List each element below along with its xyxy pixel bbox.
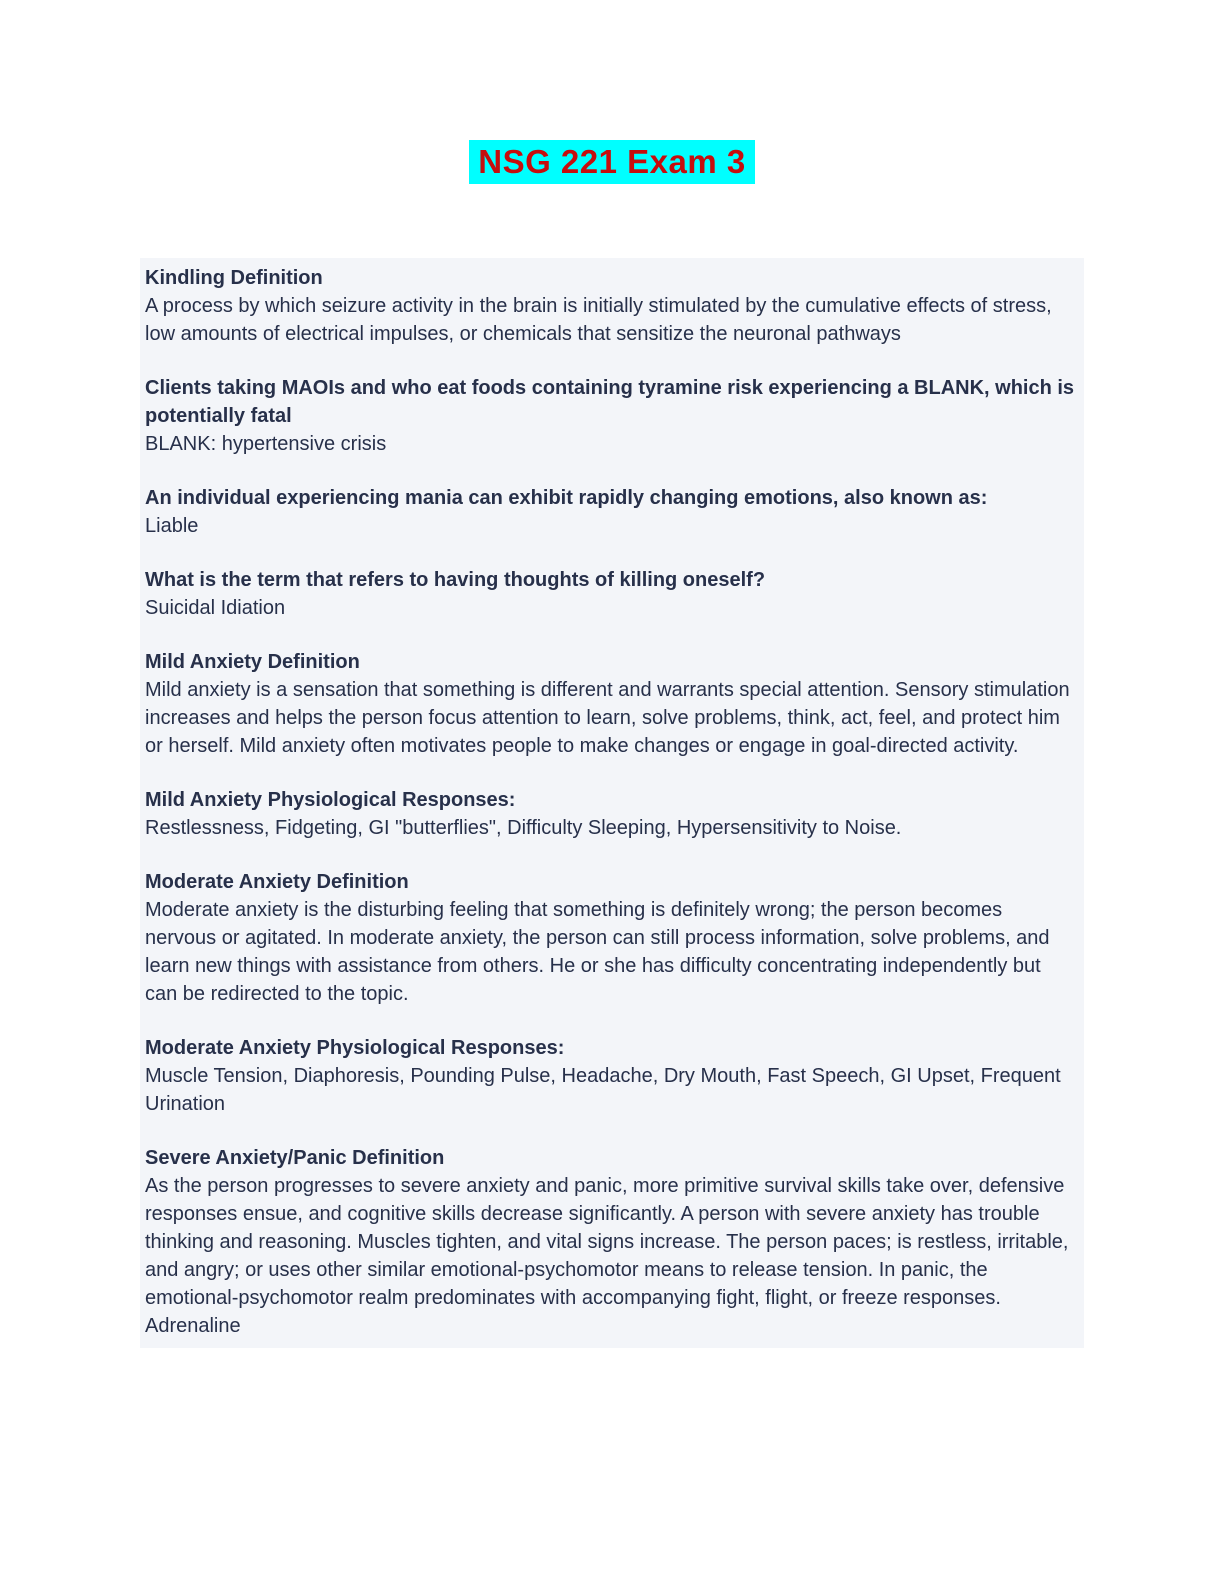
answer-text: Moderate anxiety is the disturbing feeling that something is definitely wrong; the person becomes nervous or agitated. In moderate anxiety, the person can still process information, solve problems, and learn new things with assistance from others. He or she has difficulty concentrating independently but can be redirected to the topic. <box>145 899 1050 1005</box>
qa-list <box>140 258 1084 1348</box>
answer-text: Restlessness, Fidgeting, GI "butterflies", Difficulty Sleeping, Hypersensitivity to Noise. <box>145 817 902 839</box>
qa-entry <box>145 1034 1076 1118</box>
question-text: An individual experiencing mania can exhibit rapidly changing emotions, also known as: <box>145 487 988 509</box>
question-text: What is the term that refers to having thoughts of killing oneself? <box>145 569 766 591</box>
qa-entry <box>145 786 1076 842</box>
question-text: Moderate Anxiety Definition <box>145 871 409 893</box>
answer-text: Muscle Tension, Diaphoresis, Pounding Pulse, Headache, Dry Mouth, Fast Speech, GI Upset, Frequent Urination <box>145 1065 1061 1115</box>
question-text: Moderate Anxiety Physiological Responses: <box>145 1037 565 1059</box>
question-text: Mild Anxiety Definition <box>145 651 360 673</box>
answer-text: Liable <box>145 515 199 537</box>
qa-entry <box>145 1144 1076 1340</box>
qa-entry <box>145 484 1076 540</box>
question-text: Severe Anxiety/Panic Definition <box>145 1147 445 1169</box>
qa-entry <box>145 566 1076 622</box>
page-title: NSG 221 Exam 3 <box>469 140 755 184</box>
answer-text: A process by which seizure activity in the brain is initially stimulated by the cumulative effects of stress, low amounts of electrical impulses, or chemicals that sensitize the neuronal pathways <box>145 295 1052 345</box>
question-text: Mild Anxiety Physiological Responses: <box>145 789 516 811</box>
answer-text: Suicidal Idiation <box>145 597 286 619</box>
question-text: Clients taking MAOIs and who eat foods containing tyramine risk experiencing a BLANK, which is potentially fatal <box>145 377 1075 427</box>
answer-text: As the person progresses to severe anxiety and panic, more primitive survival skills take over, defensive responses ensue, and cognitive skills decrease significantly. A person with severe anxiety has trouble thinking and reasoning. Muscles tighten, and vital signs increase. The person paces; is restless, irritable, and angry; or uses other similar emotional-psychomotor means to release tension. In panic, the emotional-psychomotor realm predominates with accompanying fight, flight, or freeze responses. Adrenaline <box>145 1175 1069 1337</box>
question-text: Kindling Definition <box>145 267 323 289</box>
qa-entry <box>145 648 1076 760</box>
answer-text: BLANK: hypertensive crisis <box>145 433 387 455</box>
title-row <box>0 140 1224 184</box>
qa-entry <box>145 264 1076 348</box>
qa-entry <box>145 868 1076 1008</box>
answer-text: Mild anxiety is a sensation that something is different and warrants special attention. Sensory stimulation increases and helps the person focus attention to learn, solve problems, think, act, feel, and protect him or herself. Mild anxiety often motivates people to make changes or engage in goal-directed activity. <box>145 679 1070 757</box>
qa-entry <box>145 374 1076 458</box>
